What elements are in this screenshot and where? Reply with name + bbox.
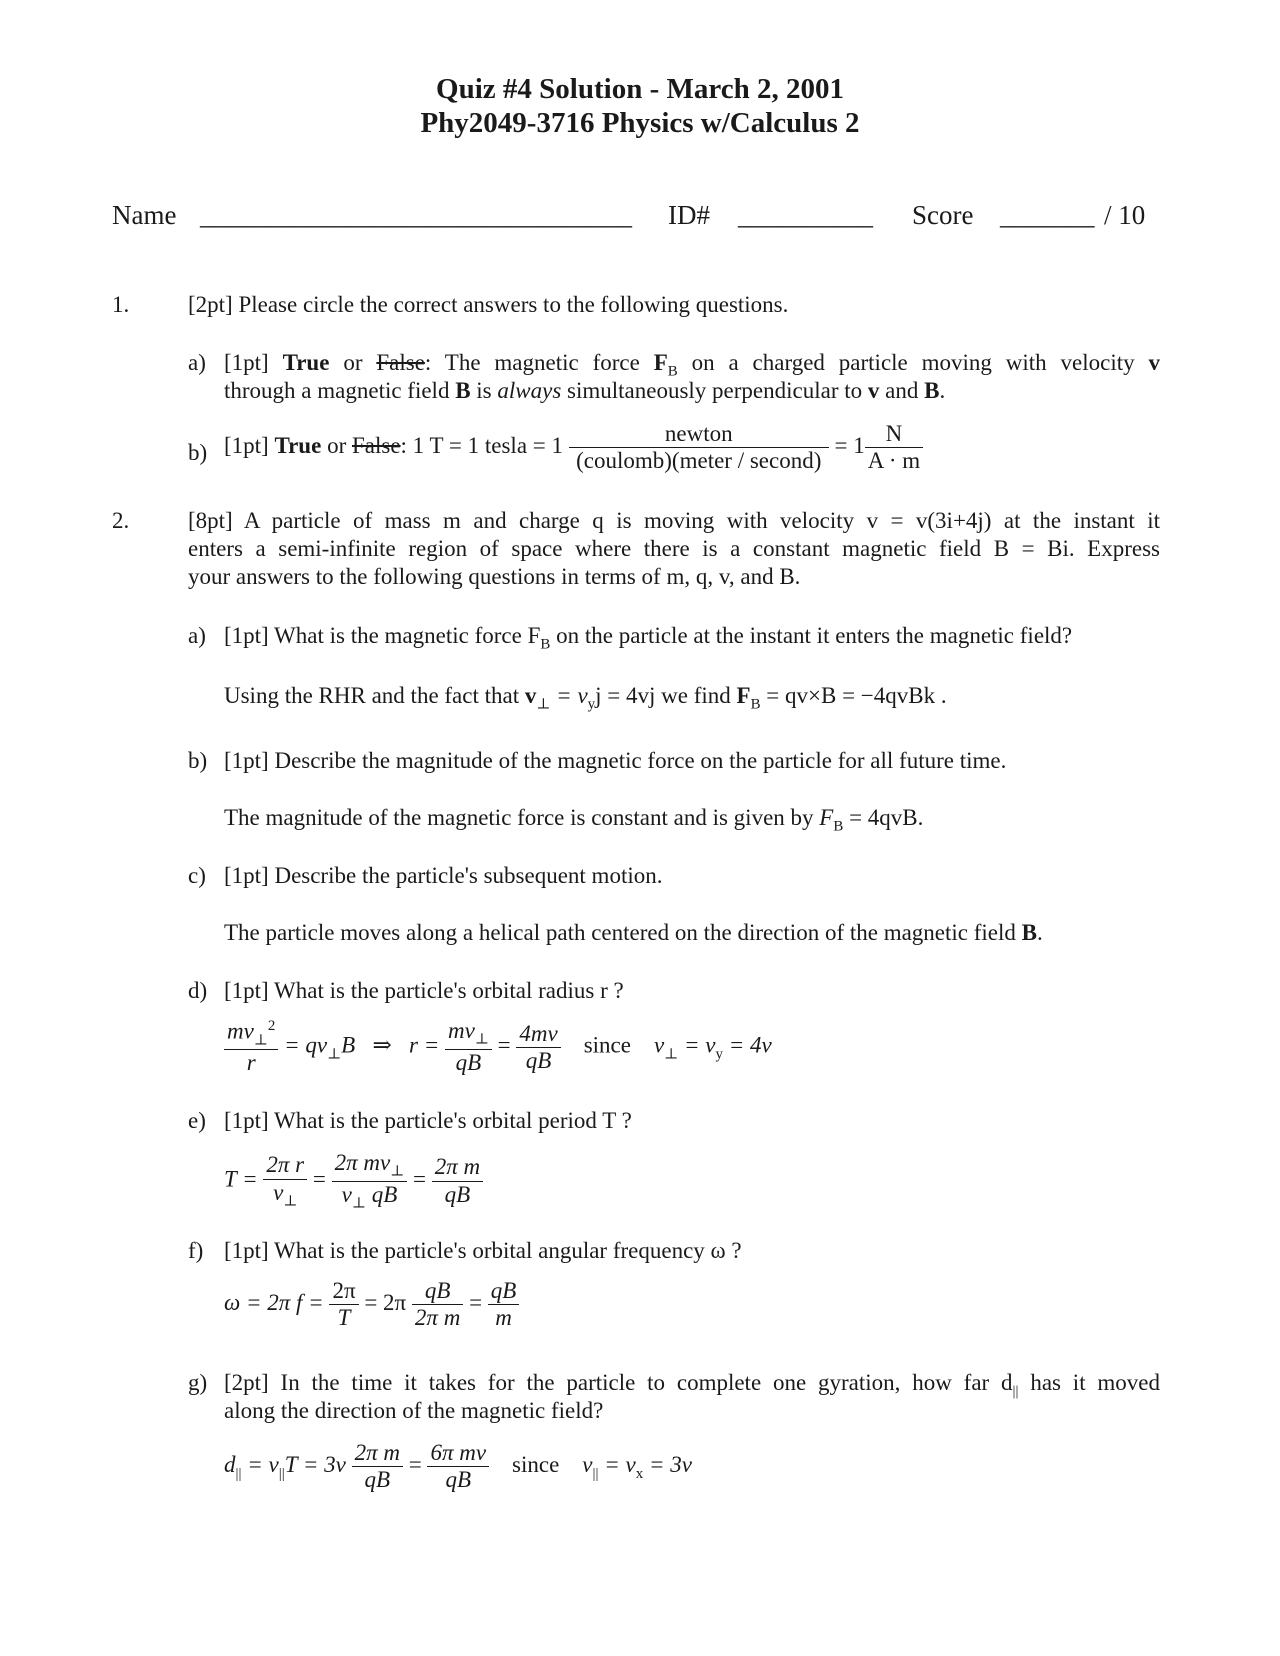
q2d-question: [1pt] What is the particle's orbital radius r ? xyxy=(224,978,624,1003)
name-blank: ________________________________ xyxy=(200,200,632,230)
q2-intro-line2: enters a semi-infinite region of space where there is a constant magnetic field B = Bi. Express xyxy=(188,536,1160,561)
q1b-frac-den: (coulomb)(meter / second) xyxy=(576,448,822,474)
id-label: ID# xyxy=(668,200,710,230)
q2f-equation: ω = 2π f = $\frac{2\pi}{T}$ = 2π $\frac{qB}{\text{2π m}}$ = $\frac{qB}{m}$ xyxy=(224,1278,519,1332)
q2e-equation: T = $\frac{\text{2π r}}{v_\perp}$ = $\frac{2\pi mv_\perp}{v_\perp qB}$ = $\frac{\text{2π m}}{qB}$ xyxy=(224,1150,483,1213)
q2g-question-line2: along the direction of the magnetic field? xyxy=(224,1398,604,1423)
q2c-answer: The particle moves along a helical path centered on the direction of the magnetic field B. xyxy=(224,920,1043,945)
quiz-title: Quiz #4 Solution - March 2, 2001 xyxy=(436,73,844,105)
q2a-question: [1pt] What is the magnetic force $F_B$ on the particle at the instant it enters the magnetic field? xyxy=(224,623,1073,653)
q2-intro-line1: [8pt] A particle of mass m and charge q is moving with velocity v = v(3i+4j) at the instant it xyxy=(188,508,1160,533)
q2d-label: d) xyxy=(188,978,208,1003)
q2d-equation: $\frac{mv_\perp^2}{r}$ = $qv_\perp B$ ⇒ r = $\frac{mv_\perp}{qB}$ = $\frac{4mv}{qB}$ since $v_\perp = v_y = 4v$ xyxy=(224,1018,772,1077)
q1a-line2: through a magnetic field B is always simultaneously perpendicular to v and B. xyxy=(224,378,946,403)
q2c-question: [1pt] Describe the particle's subsequent motion. xyxy=(224,863,663,888)
id-blank: __________ xyxy=(738,200,873,230)
q2a-answer: Using the RHR and the fact that $v_\perp = v_yj = 4vj$ we find $F_B = qv\times B$ = −4qvBk . xyxy=(224,683,947,713)
name-label: Name xyxy=(112,200,177,230)
q2a-label: a) xyxy=(188,623,206,648)
q2f-question: [1pt] What is the particle's orbital angular frequency ω ? xyxy=(224,1238,742,1263)
q1a-line1: [1pt] True or False: The magnetic force $F_B$ on a charged particle moving with velocity v xyxy=(224,350,1161,380)
q2g-label: g) xyxy=(188,1370,208,1395)
q1-number: 1. xyxy=(112,292,130,317)
q2b-answer: The magnitude of the magnetic force is constant and is given by $F_B = 4qvB$. xyxy=(224,805,924,835)
q2-intro-line3: your answers to the following questions in terms of m, q, v, and B. xyxy=(188,564,801,589)
q2g-question-line1: [2pt] In the time it takes for the particle to complete one gyration, how far $d_{||}$ has it moved xyxy=(224,1370,1161,1400)
score-total: / 10 xyxy=(1104,200,1146,230)
q1b-label: b) xyxy=(188,440,208,465)
q2g-equation: $d_{||} = v_{||}T = 3v$ $\frac{\text{2π m}}{qB}$ = $\frac{\text{6π mv}}{qB}$ since $v_{||} = v_x = 3v$ xyxy=(224,1440,692,1493)
q1b-equation: [1pt] True or False: 1 T = 1 tesla = 1 $\frac{\text{newton}}{\text{(coulomb)(meter / second)}}$ = 1 $\frac{N}{A \cdot m}$ xyxy=(224,421,923,475)
q2-number: 2. xyxy=(112,508,130,533)
q1a-label: a) xyxy=(188,350,206,375)
q2e-question: [1pt] What is the particle's orbital period T ? xyxy=(224,1108,632,1133)
q2e-label: e) xyxy=(188,1108,206,1133)
q1-prompt: [2pt] Please circle the correct answers to the following questions. xyxy=(188,292,789,317)
q2b-question: [1pt] Describe the magnitude of the magnetic force on the particle for all future time. xyxy=(224,748,1007,773)
q2c-label: c) xyxy=(188,863,206,888)
score-label: Score xyxy=(912,200,974,230)
q2b-label: b) xyxy=(188,748,208,773)
q2f-label: f) xyxy=(188,1238,204,1263)
score-blank: _______ xyxy=(1000,200,1095,230)
q1b-frac-num: newton xyxy=(569,421,829,448)
course-title: Phy2049-3716 Physics w/Calculus 2 xyxy=(420,107,860,139)
